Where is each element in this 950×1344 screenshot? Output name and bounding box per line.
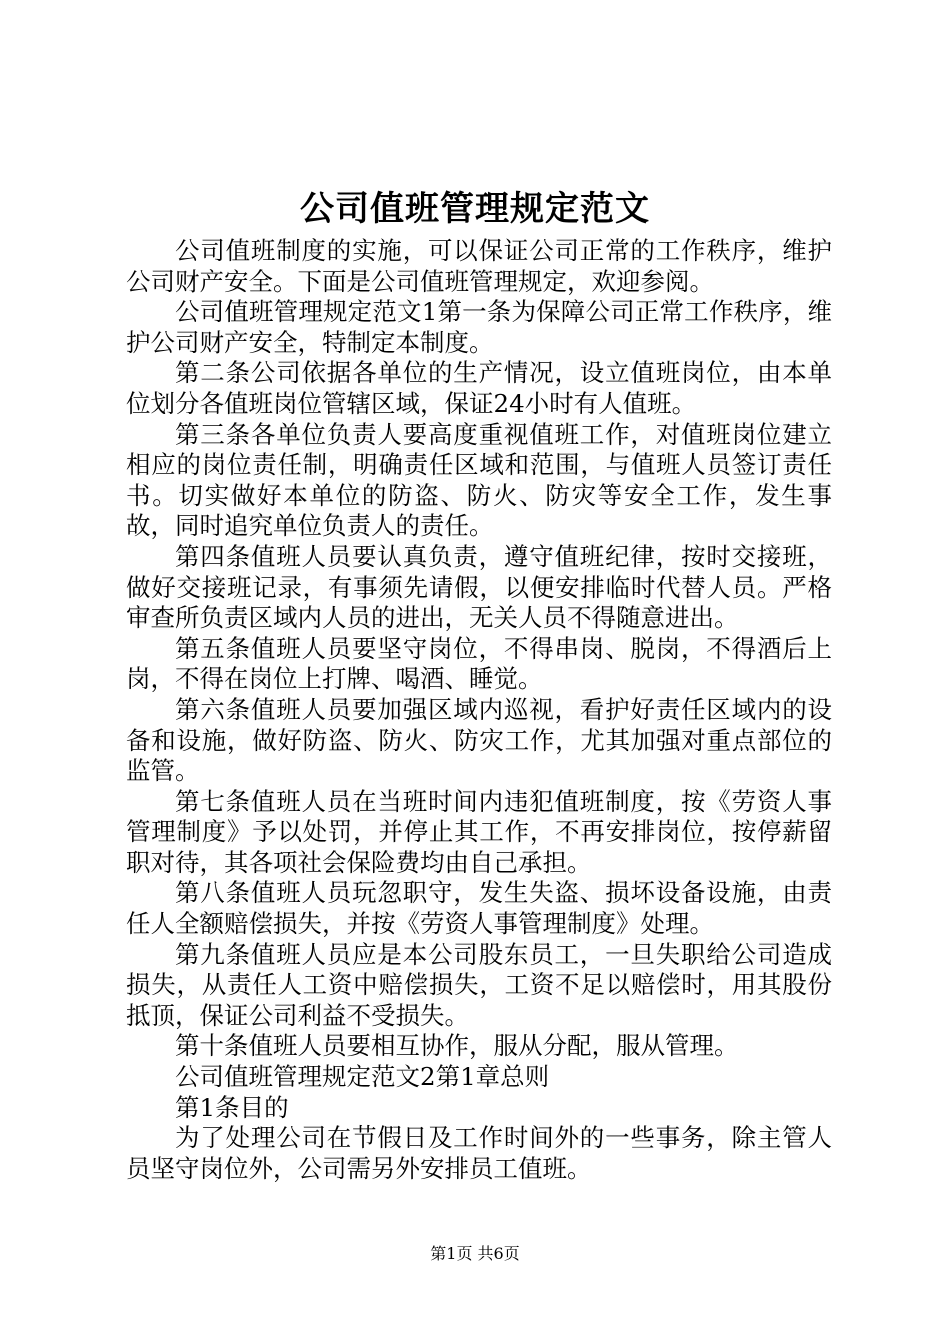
paragraph: 第八条值班人员玩忽职守，发生失盗、损坏设备设施，由责任人全额赔偿损失，并按《劳资人事管理制度》处理。 [126,878,832,939]
paragraph: 第七条值班人员在当班时间内违犯值班制度，按《劳资人事管理制度》予以处罚，并停止其工作，不再安排岗位，按停薪留职对待，其各项社会保险费均由自己承担。 [126,786,832,877]
paragraph: 第六条值班人员要加强区域内巡视，看护好责任区域内的设备和设施，做好防盗、防火、防灾工作，尤其加强对重点部位的监管。 [126,694,832,786]
paragraph: 第九条值班人员应是本公司股东员工，一旦失职给公司造成损失，从责任人工资中赔偿损失，工资不足以赔偿时，用其股份抵顶，保证公司利益不受损失。 [126,939,832,1030]
paragraph: 第1条目的 [175,1092,289,1122]
document-title: 公司值班管理规定范文 [300,189,650,229]
paragraph: 公司值班管理规定范文2第1章总则 [175,1062,550,1092]
document-body [126,236,832,1184]
paragraph: 为了处理公司在节假日及工作时间外的一些事务，除主管人员坚守岗位外，公司需另外安排员工值班。 [126,1123,832,1183]
paragraph: 第五条值班人员要坚守岗位，不得串岗、脱岗，不得酒后上岗，不得在岗位上打牌、喝酒、睡觉。 [126,633,832,694]
page-footer: 第1页 共6页 [430,1244,520,1263]
paragraph: 第十条值班人员要相互协作，服从分配，服从管理。 [175,1031,739,1061]
paragraph: 公司值班制度的实施，可以保证公司正常的工作秩序，维护公司财产安全。下面是公司值班管理规定，欢迎参阅。 [126,236,832,296]
paragraph: 第四条值班人员要认真负责，遵守值班纪律，按时交接班，做好交接班记录，有事须先请假，以便安排临时代替人员。严格审查所负责区域内人员的进出，无关人员不得随意进出。 [126,541,832,633]
paragraph: 公司值班管理规定范文1第一条为保障公司正常工作秩序，维护公司财产安全，特制定本制度。 [126,297,832,357]
paragraph: 第三条各单位负责人要高度重视值班工作，对值班岗位建立相应的岗位责任制，明确责任区域和范围，与值班人员签订责任书。切实做好本单位的防盗、防火、防灾等安全工作，发生事故，同时追究单位负责人的责任。 [126,419,832,541]
paragraph: 第二条公司依据各单位的生产情况，设立值班岗位，由本单位划分各值班岗位管辖区域，保证24小时有人值班。 [126,358,832,418]
